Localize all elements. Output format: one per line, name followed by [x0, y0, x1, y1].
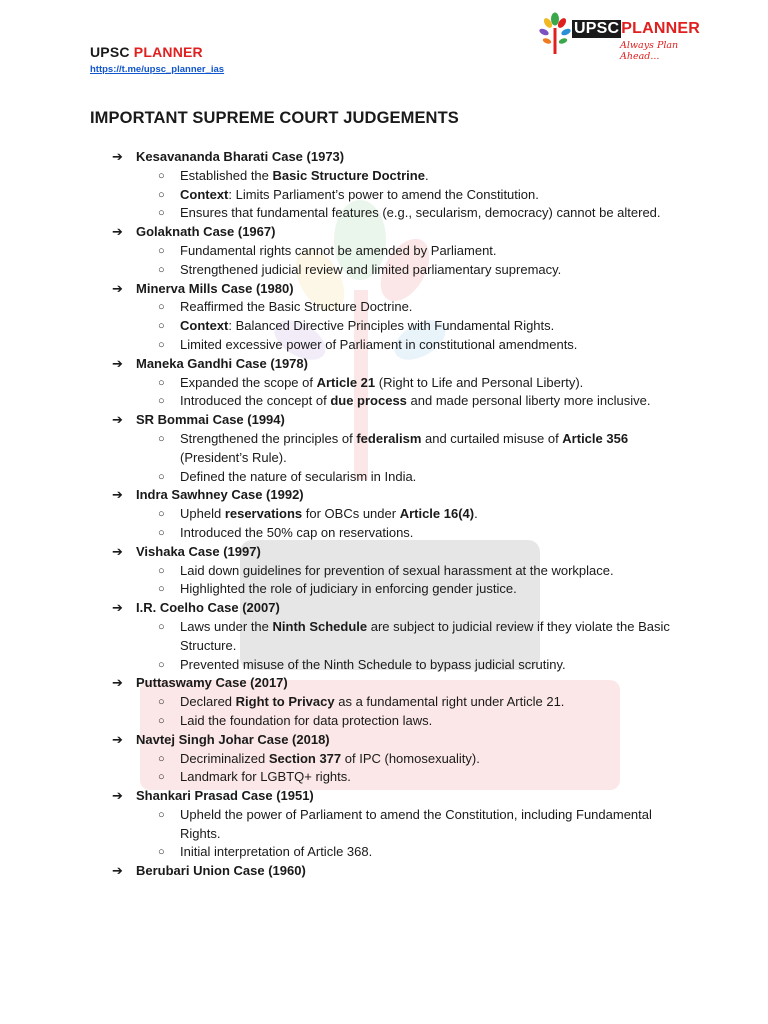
case-point [158, 261, 672, 280]
case-title-text: Vishaka Case (1997) [136, 543, 261, 559]
case-point-text [180, 167, 429, 186]
hollow-circle-icon: ○ [158, 395, 165, 408]
bold-term: reservations [224, 506, 303, 522]
case-point [158, 656, 672, 675]
bold-term: due process [330, 393, 407, 409]
case-point [158, 562, 672, 581]
case-point-text [180, 562, 614, 581]
case-points [112, 374, 672, 412]
point-text-run: Initial interpretation of Article 368. [180, 844, 373, 860]
case-title [112, 280, 672, 299]
point-text-run: Declared [180, 694, 236, 710]
arrow-right-icon: ➔ [112, 487, 123, 503]
case-point-text [180, 298, 412, 317]
page-title: IMPORTANT SUPREME COURT JUDGEMENTS [90, 109, 459, 127]
brand-heading [90, 44, 224, 60]
logo-upsc: UPSC [574, 20, 620, 37]
hollow-circle-icon: ○ [158, 244, 165, 257]
case-point [158, 505, 672, 524]
case-point [158, 186, 672, 205]
case-item [112, 787, 672, 862]
case-item [112, 148, 672, 223]
point-text-run: Introduced the 50% cap on reservations. [180, 524, 414, 540]
case-points [112, 806, 672, 862]
hollow-circle-icon: ○ [158, 320, 165, 333]
bold-term: Context [180, 318, 229, 334]
hollow-circle-icon: ○ [158, 846, 165, 859]
hollow-circle-icon: ○ [158, 301, 165, 314]
hollow-circle-icon: ○ [158, 169, 165, 182]
case-point-text [180, 374, 583, 393]
arrow-right-icon: ➔ [112, 731, 123, 747]
case-point [158, 317, 672, 336]
brand-upsc: UPSC [90, 44, 134, 60]
case-title [112, 355, 672, 374]
point-text-run: : Balanced Directive Principles with Fundamental Rights. [228, 318, 555, 334]
case-title-text: Berubari Union Case (1960) [136, 863, 306, 879]
point-text-run: and curtailed misuse of [421, 430, 563, 446]
point-text-run: Reaffirmed the Basic Structure Doctrine. [180, 299, 413, 315]
point-text-run: Strengthened judicial review and limited parliamentary supremacy. [180, 261, 562, 277]
case-item [112, 280, 672, 355]
arrow-right-icon: ➔ [112, 224, 123, 240]
hollow-circle-icon: ○ [158, 583, 165, 596]
case-title [112, 731, 672, 750]
point-text-run: Highlighted the role of judiciary in enforcing gender justice. [180, 581, 517, 597]
point-text-run: are subject to judicial review if they violate the Basic Structure. [180, 618, 670, 653]
point-text-run: and made personal liberty more inclusive. [406, 393, 651, 409]
arrow-right-icon: ➔ [112, 149, 123, 164]
case-point-text [180, 430, 672, 468]
logo-tagline: Always Plan Ahead... [620, 40, 679, 62]
arrow-right-icon: ➔ [112, 412, 123, 428]
point-text-run: Established the [180, 167, 273, 183]
point-text-run: Upheld [180, 506, 225, 522]
bold-term: Article 21 [316, 374, 376, 390]
hollow-circle-icon: ○ [158, 526, 165, 539]
case-title-text: Minerva Mills Case (1980) [136, 280, 294, 296]
case-title [112, 411, 672, 430]
case-title [112, 223, 672, 242]
case-point-text [180, 750, 480, 769]
case-point-text [180, 580, 517, 599]
case-points [112, 693, 672, 731]
point-text-run: . [474, 506, 478, 522]
case-point-text [180, 186, 539, 205]
case-point [158, 468, 672, 487]
case-point-text [180, 806, 672, 844]
arrow-right-icon: ➔ [112, 280, 123, 296]
case-points [112, 430, 672, 486]
case-point-text [180, 392, 650, 411]
case-points [112, 298, 672, 354]
hollow-circle-icon: ○ [158, 714, 165, 727]
point-text-run: Strengthened the principles of [180, 430, 357, 446]
case-point [158, 204, 672, 223]
case-item [112, 674, 672, 730]
bold-term: federalism [356, 430, 422, 446]
case-point [158, 806, 672, 844]
point-text-run: of IPC (homosexuality). [341, 750, 480, 766]
case-title [112, 599, 672, 618]
case-point-text [180, 261, 561, 280]
arrow-right-icon: ➔ [112, 543, 123, 559]
case-title [112, 543, 672, 562]
case-point [158, 167, 672, 186]
case-item [112, 411, 672, 486]
brand-planner: PLANNER [133, 44, 203, 60]
point-text-run: : Limits Parliament’s power to amend the Constitution. [228, 186, 539, 202]
hollow-circle-icon: ○ [158, 696, 165, 709]
bold-term: Section 377 [268, 750, 342, 766]
bold-term: Right to Privacy [235, 694, 335, 710]
bold-term: Context [180, 186, 229, 202]
hollow-circle-icon: ○ [158, 207, 165, 220]
bold-term: Basic Structure Doctrine [272, 167, 425, 183]
arrow-right-icon: ➔ [112, 788, 123, 804]
case-title [112, 674, 672, 693]
case-title-text: Kesavananda Bharati Case (1973) [136, 149, 345, 164]
arrow-right-icon: ➔ [112, 355, 123, 371]
point-text-run: Prevented misuse of the Ninth Schedule to bypass judicial scrutiny. [180, 656, 566, 672]
document-header [90, 44, 224, 75]
point-text-run: Landmark for LGBTQ+ rights. [180, 769, 351, 785]
hollow-circle-icon: ○ [158, 263, 165, 276]
case-title [112, 486, 672, 505]
arrow-right-icon: ➔ [112, 675, 123, 691]
case-point-text [180, 468, 416, 487]
point-text-run: Defined the nature of secularism in India. [180, 468, 417, 484]
case-point [158, 580, 672, 599]
point-text-run: (President’s Rule). [180, 449, 287, 465]
hollow-circle-icon: ○ [158, 188, 165, 201]
point-text-run: for OBCs under [302, 506, 400, 522]
case-point [158, 430, 672, 468]
case-title-text: Maneka Gandhi Case (1978) [136, 355, 308, 371]
point-text-run: . [424, 167, 429, 183]
case-point [158, 618, 672, 656]
point-text-run: Fundamental rights cannot be amended by Parliament. [180, 242, 497, 258]
point-text-run: Laws under the [180, 618, 273, 634]
case-point [158, 693, 672, 712]
hollow-circle-icon: ○ [158, 752, 165, 765]
case-points [112, 750, 672, 788]
case-item [112, 223, 672, 279]
case-point [158, 392, 672, 411]
case-point-text [180, 242, 497, 261]
case-title [112, 787, 672, 806]
point-text-run: Expanded the scope of [180, 374, 317, 390]
case-point [158, 524, 672, 543]
case-title [112, 148, 672, 167]
hollow-circle-icon: ○ [158, 808, 165, 821]
hollow-circle-icon: ○ [158, 432, 165, 445]
logo-wordmark [572, 20, 700, 38]
case-item [112, 486, 672, 542]
case-point-text [180, 336, 577, 355]
case-point-text [180, 618, 672, 656]
point-text-run: Ensures that fundamental features (e.g., secularism, democracy) cannot be altered. [180, 205, 661, 221]
case-point-text [180, 656, 566, 675]
case-point [158, 750, 672, 769]
telegram-link[interactable]: https://t.me/upsc_planner_ias [90, 64, 225, 75]
case-title-text: I.R. Coelho Case (2007) [136, 600, 280, 616]
hollow-circle-icon: ○ [158, 508, 165, 521]
tree-logo-icon [538, 12, 572, 56]
point-text-run: as a fundamental right under Article 21. [334, 694, 565, 710]
case-point [158, 298, 672, 317]
case-item [112, 355, 672, 411]
case-list [112, 148, 672, 881]
case-item [112, 862, 672, 881]
case-title [112, 862, 672, 881]
hollow-circle-icon: ○ [158, 620, 165, 633]
point-text-run: Upheld the power of Parliament to amend the Constitution, including Fundamental Rights. [180, 806, 652, 841]
case-title-text: Indra Sawhney Case (1992) [136, 487, 304, 503]
point-text-run: Laid down guidelines for prevention of sexual harassment at the workplace. [180, 562, 614, 578]
point-text-run: Introduced the concept of [180, 393, 331, 409]
point-text-run: Decriminalized [180, 750, 269, 766]
hollow-circle-icon: ○ [158, 338, 165, 351]
arrow-right-icon: ➔ [112, 600, 123, 616]
case-point [158, 336, 672, 355]
case-point-text [180, 843, 372, 862]
case-point-text [180, 317, 554, 336]
case-item [112, 599, 672, 674]
hollow-circle-icon: ○ [158, 771, 165, 784]
logo-planner: PLANNER [621, 20, 701, 37]
case-points [112, 505, 672, 543]
case-point [158, 768, 672, 787]
bold-term: Article 356 [562, 430, 629, 446]
hollow-circle-icon: ○ [158, 470, 165, 483]
hollow-circle-icon: ○ [158, 564, 165, 577]
case-point [158, 374, 672, 393]
arrow-right-icon: ➔ [112, 863, 123, 879]
case-title-text: SR Bommai Case (1994) [136, 412, 285, 428]
case-point-text [180, 204, 661, 223]
bold-term: Article 16(4) [399, 506, 475, 522]
case-title-text: Puttaswamy Case (2017) [136, 675, 288, 691]
case-point-text [180, 693, 564, 712]
case-title-text: Shankari Prasad Case (1951) [136, 788, 314, 804]
case-point-text [180, 524, 413, 543]
case-point-text [180, 712, 432, 731]
hollow-circle-icon: ○ [158, 658, 165, 671]
case-item [112, 543, 672, 599]
case-points [112, 562, 672, 600]
case-point [158, 242, 672, 261]
point-text-run: Laid the foundation for data protection laws. [180, 712, 433, 728]
case-point [158, 843, 672, 862]
bold-term: Ninth Schedule [272, 618, 368, 634]
upsc-planner-logo [538, 12, 716, 62]
case-title-text: Golaknath Case (1967) [136, 224, 276, 240]
case-point-text [180, 505, 478, 524]
point-text-run: (Right to Life and Personal Liberty). [375, 374, 584, 390]
case-item [112, 731, 672, 787]
case-points [112, 242, 672, 280]
case-point [158, 712, 672, 731]
case-point-text [180, 768, 351, 787]
case-title-text: Navtej Singh Johar Case (2018) [136, 731, 330, 747]
case-points [112, 618, 672, 674]
case-points [112, 167, 672, 223]
point-text-run: Limited excessive power of Parliament in constitutional amendments. [180, 336, 578, 352]
hollow-circle-icon: ○ [158, 376, 165, 389]
